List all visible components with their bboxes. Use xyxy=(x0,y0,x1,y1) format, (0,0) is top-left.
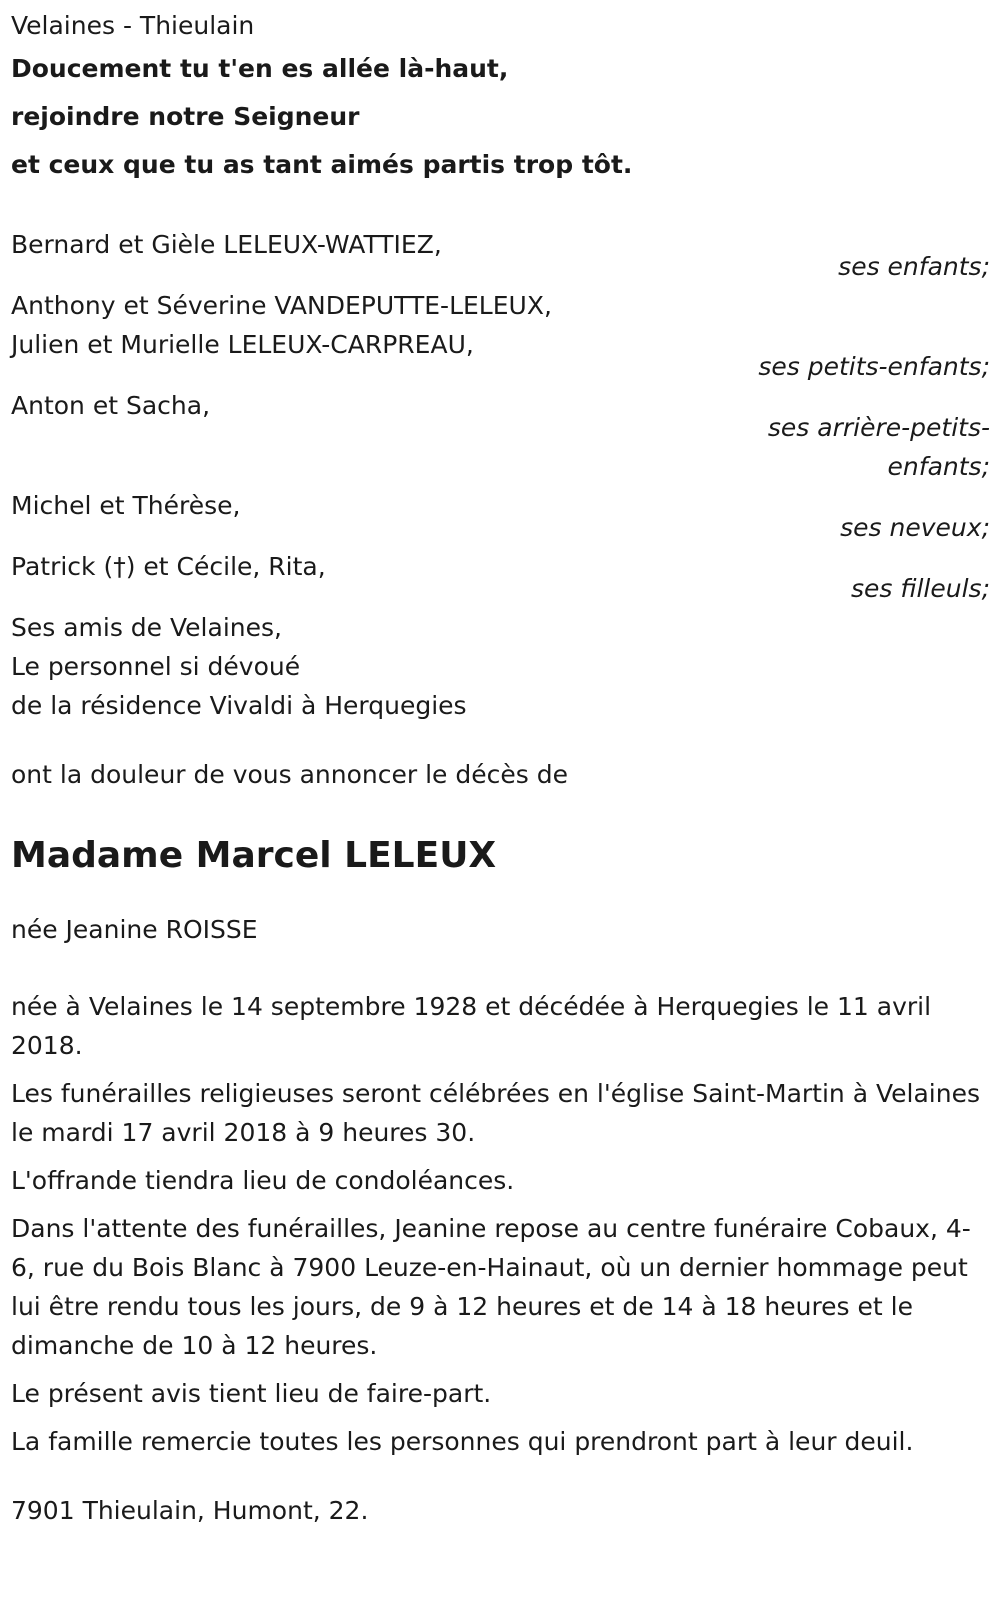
body-paragraph: Dans l'attente des funérailles, Jeanine repose au centre funéraire Cobaux, 4-6, rue du Bois Blanc à 7900 Leuze-en-Hainaut, où un dernier hommage peut lui être rendu tous les jours, de 9 à 12 heures et de 14 à 18 heures et le dimanche de 10 à 12 heures. xyxy=(11,1214,971,1360)
maiden-name: née Jeanine ROISSE xyxy=(11,915,258,944)
family-amis-1: Ses amis de Velaines, xyxy=(11,613,282,642)
family-petits-enfants-1: Anthony et Séverine VANDEPUTTE-LELEUX, xyxy=(11,291,552,320)
address: 7901 Thieulain, Humont, 22. xyxy=(11,1496,369,1525)
poem-line: et ceux que tu as tant aimés partis trop tôt. xyxy=(11,150,633,179)
label-arriere-2: enfants; xyxy=(887,452,990,481)
body-paragraph: née à Velaines le 14 septembre 1928 et décédée à Herquegies le 11 avril 2018. xyxy=(11,992,932,1060)
label-filleuls: ses filleuls; xyxy=(850,574,990,603)
location-header: Velaines - Thieulain xyxy=(11,11,255,40)
notice-body xyxy=(11,987,990,1461)
body-paragraph: La famille remercie toutes les personnes qui prendront part à leur deuil. xyxy=(11,1427,914,1456)
family-petits-enfants-2: Julien et Murielle LELEUX-CARPREAU, xyxy=(11,330,474,359)
family-enfants: Bernard et Gièle LELEUX-WATTIEZ, xyxy=(11,230,442,259)
body-paragraph: L'offrande tiendra lieu de condoléances. xyxy=(11,1166,515,1195)
announce-text: ont la douleur de vous annoncer le décès de xyxy=(11,760,568,789)
label-enfants: ses enfants; xyxy=(838,252,990,281)
body-paragraph: Le présent avis tient lieu de faire-part. xyxy=(11,1379,492,1408)
family-amis-3: de la résidence Vivaldi à Herquegies xyxy=(11,691,467,720)
label-petits-enfants: ses petits-enfants; xyxy=(758,352,990,381)
poem xyxy=(11,45,990,189)
poem-line: rejoindre notre Seigneur xyxy=(11,102,360,131)
family-list xyxy=(11,225,990,720)
label-arriere-1: ses arrière-petits- xyxy=(767,413,990,442)
body-paragraph: Les funérailles religieuses seront célébrées en l'église Saint-Martin à Velaines le mardi 17 avril 2018 à 9 heures 30. xyxy=(11,1079,980,1147)
family-filleuls: Patrick (†) et Cécile, Rita, xyxy=(11,552,326,581)
label-neveux: ses neveux; xyxy=(840,513,990,542)
family-neveux: Michel et Thérèse, xyxy=(11,491,241,520)
family-arriere: Anton et Sacha, xyxy=(11,391,211,420)
poem-line: Doucement tu t'en es allée là-haut, xyxy=(11,54,509,83)
family-amis-2: Le personnel si dévoué xyxy=(11,652,301,681)
deceased-name: Madame Marcel LELEUX xyxy=(11,835,497,876)
